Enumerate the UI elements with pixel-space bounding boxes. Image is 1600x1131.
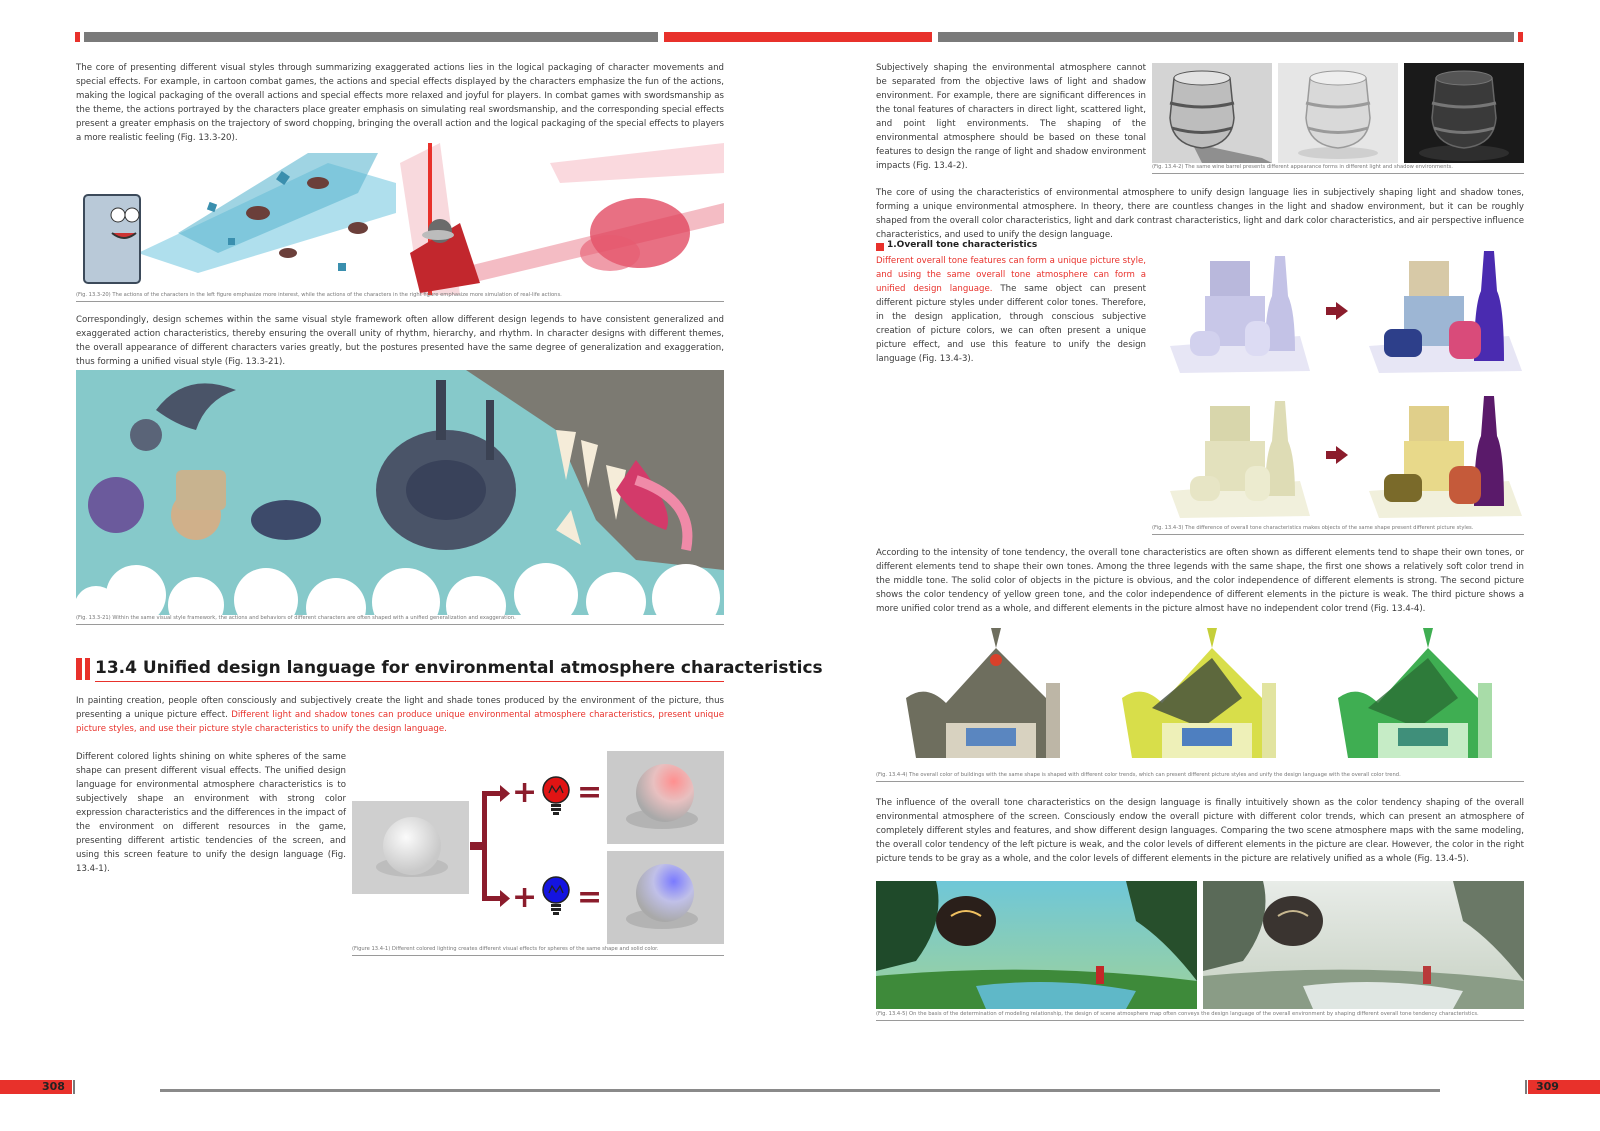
right-paragraph-3 xyxy=(876,254,1146,366)
right-footer-tick xyxy=(1525,1080,1527,1094)
caption-fig-13-4-5: (Fig. 13.4-5) On the basis of the determination of modeling relationship, the design of scene atmosphere map often conveys the design language of the overall environment by shaping different overall tone tendency characteristics. xyxy=(876,1011,1524,1021)
figure-13-3-21-cartoon-battle xyxy=(76,370,724,615)
figure-13-3-20-left-cartoon xyxy=(78,143,396,295)
left-paragraph-2: Correspondingly, design schemes within the same visual style framework often allow different design legends to have consistent generalized and exaggerated action characteristics, thereby ensuring the overall unity of rhythm, hierarchy, and rhythm. In character designs with different themes, the overall appearance of different characters varies greatly, but the postures presented have the same degree of generalization and exaggeration, thus forming a unified visual style (Fig. 13.3-21). xyxy=(76,315,724,367)
house-green-tone-image xyxy=(1328,628,1508,768)
right-paragraph-4: According to the intensity of tone tendency, the overall tone characteristics are often shown as different elements tend to shape their own tones, or different elements tend to shape their own tones. Among the three legends with the same shape, the first one shows a relatively soft color trend in the middle tone. The solid color of objects in the picture is obvious, and the color independence of different elements is strong. The second picture shows the color tendency of yellow green tone, and the color independence of different elements in the picture is weak. The third picture shows a more unified color trend as a whole, and different elements in the picture almost have no independent color trend (Fig. 13.4-4). xyxy=(876,548,1524,614)
footer-gray-line xyxy=(160,1089,1440,1092)
forest-scene-gray-image xyxy=(1203,881,1524,1009)
top-bar-right-gray xyxy=(938,32,1514,42)
barrel-direct-light-image xyxy=(1152,63,1272,163)
section-13-4-title: 13.4 Unified design language for environmental atmosphere characteristics xyxy=(95,658,823,678)
right-paragraph-2: The core of using the characteristics of environmental atmosphere to unify design language lies in subjectively shaping light and shadow tones, forming a unique environmental atmosphere. In theory, there are countless changes in the light and shadow environment, but it can be roughly shaped from the overall color characteristics, light and dark contrast characteristics, light and dark color characteristics, and air perspective influence characteristics, and used to unify the design language. xyxy=(876,188,1524,240)
left-paragraph-3 xyxy=(76,694,724,736)
house-yellow-green-tone-image xyxy=(1112,628,1292,768)
left-paragraph-3-plain: In painting creation, people often consciously and subjectively create the light and shade tones produced by the environment of the picture, thus presenting a unique picture effect. xyxy=(76,696,724,720)
left-page-number: 308 xyxy=(42,1080,65,1093)
plus-sign-bottom: + xyxy=(512,880,538,915)
caption-fig-13-4-2: (Fig. 13.4-2) The same wine barrel presents different appearance forms in different light and shadow environments. xyxy=(1152,164,1524,174)
equals-sign-top: = xyxy=(577,775,603,810)
forest-scene-vivid-image xyxy=(876,881,1197,1009)
still-life-yellow-textured xyxy=(1364,396,1524,518)
blue-lit-sphere-image xyxy=(607,851,724,944)
still-life-lavender-textured xyxy=(1364,251,1524,373)
right-page-number: 309 xyxy=(1536,1080,1559,1093)
white-sphere-image xyxy=(352,801,469,894)
subheading-red-marker xyxy=(876,243,884,251)
caption-fig-13-3-21: (Fig. 13.3-21) Within the same visual style framework, the actions and behaviors of different characters are often shaped with a unified generalization and exaggeration. xyxy=(76,615,724,625)
top-bar-left-red-tick xyxy=(75,32,80,42)
house-natural-tone-image xyxy=(896,628,1076,768)
still-life-yellow-untextured xyxy=(1160,396,1310,518)
right-paragraph-3-highlight: Different overall tone features can form a unique picture style, and using the same overall tone atmosphere can form a unified design language. xyxy=(876,256,1146,294)
left-footer-tick xyxy=(73,1080,75,1094)
right-paragraph-3-plain: The same object can present different picture styles under different color tones. Therefore, in the design application, through conscious subjective creation of picture colors, we can often present a unique picture effect, and use this feature to unify the design language (Fig. 13.4-3). xyxy=(876,284,1146,364)
caption-fig-13-4-1: (Figure 13.4-1) Different colored lighting creates different visual effects for spheres of the same shape and solid color. xyxy=(352,946,724,956)
section-heading-underline xyxy=(95,681,724,682)
section-heading-red-marker xyxy=(76,658,82,680)
section-heading-red-marker-2 xyxy=(85,658,90,680)
red-light-bulb-icon xyxy=(541,776,571,816)
left-paragraph-3-highlight: Different light and shadow tones can produce unique environmental atmosphere characteristics, present unique picture styles, and use their picture style characteristics to unify the design language. xyxy=(76,710,724,734)
caption-fig-13-3-20: (Fig. 13.3-20) The actions of the characters in the left figure emphasize more interest, while the actions of the characters in the right figure emphasize more simulation of real-life actions. xyxy=(76,292,724,302)
top-bar-left-gray xyxy=(84,32,658,42)
right-paragraph-1: Subjectively shaping the environmental atmosphere cannot be separated from the objective laws of light and shadow environment. For example, there are significant differences in the tonal features of characters in direct light, scattered light, and point light environments. The shaping of the environmental atmosphere should be based on these tonal features to design the range of light and shadow environment impacts (Fig. 13.4-2). xyxy=(876,63,1146,171)
left-paragraph-4: Different colored lights shining on white spheres of the same shape can present different visual effects. The unified design language for environmental atmosphere characteristics is to subjectively shape an environment with strong color expression characteristics and the differences in the impact of the environment on different resources in the game, presenting different artistic tendencies of the screen, and using this screen feature to unify the design language (Fig. 13.4-1). xyxy=(76,752,346,874)
caption-fig-13-4-4: (Fig. 13.4-4) The overall color of buildings with the same shape is shaped with different color trends, which can present different picture styles and unify the design language with the overall color trend. xyxy=(876,772,1524,782)
blue-light-bulb-icon xyxy=(541,876,571,916)
plus-sign-top: + xyxy=(512,775,538,810)
barrel-scattered-light-image xyxy=(1278,63,1398,163)
still-life-lavender-untextured xyxy=(1160,251,1310,373)
top-bar-center-red xyxy=(664,32,932,42)
top-bar-right-red-tick xyxy=(1518,32,1523,42)
light-branch-arrows xyxy=(470,775,510,915)
left-paragraph-1: The core of presenting different visual styles through summarizing exaggerated actions lies in the logical packaging of character movements and special effects. For example, in cartoon combat games, the actions and special effects displayed by the characters emphasize the fun of the actions, making the logical packaging of the overall actions and special effects more relaxed and joyful for players. In combat games with swordsmanship as the theme, the actions portrayed by the characters place greater emphasis on simulating real swordsmanship, and the corresponding special effects present a greater emphasis on the trajectory of sword chopping, bringing the overall action and the logical packaging of the special effects to players a more realistic feeling (Fig. 13.3-20). xyxy=(76,63,724,143)
red-lit-sphere-image xyxy=(607,751,724,844)
subheading-overall-tone: 1.Overall tone characteristics xyxy=(887,240,1038,250)
arrow-right-icon-1 xyxy=(1326,302,1348,320)
right-paragraph-5: The influence of the overall tone characteristics on the design language is finally intuitively shown as the color tendency shaping of the overall environmental atmosphere of the screen. Consciously endow the overall picture with different color trends, which can present an atmosphere of completely different styles and features, and show different design languages. Comparing the two scene atmosphere maps with the same modeling, the overall color tendency of the left picture is weak, and the color levels of different elements in the picture are clear. However, the color in the right picture tends to be gray as a whole, and the color levels of different elements in the picture are relatively unified as a whole (Fig. 13.4-5). xyxy=(876,798,1524,864)
arrow-right-icon-2 xyxy=(1326,446,1348,464)
figure-13-3-20-right-swordsman xyxy=(400,143,724,295)
caption-fig-13-4-3: (Fig. 13.4-3) The difference of overall tone characteristics makes objects of the same shape present different picture styles. xyxy=(1152,525,1524,535)
barrel-point-light-image xyxy=(1404,63,1524,163)
equals-sign-bottom: = xyxy=(577,880,603,915)
